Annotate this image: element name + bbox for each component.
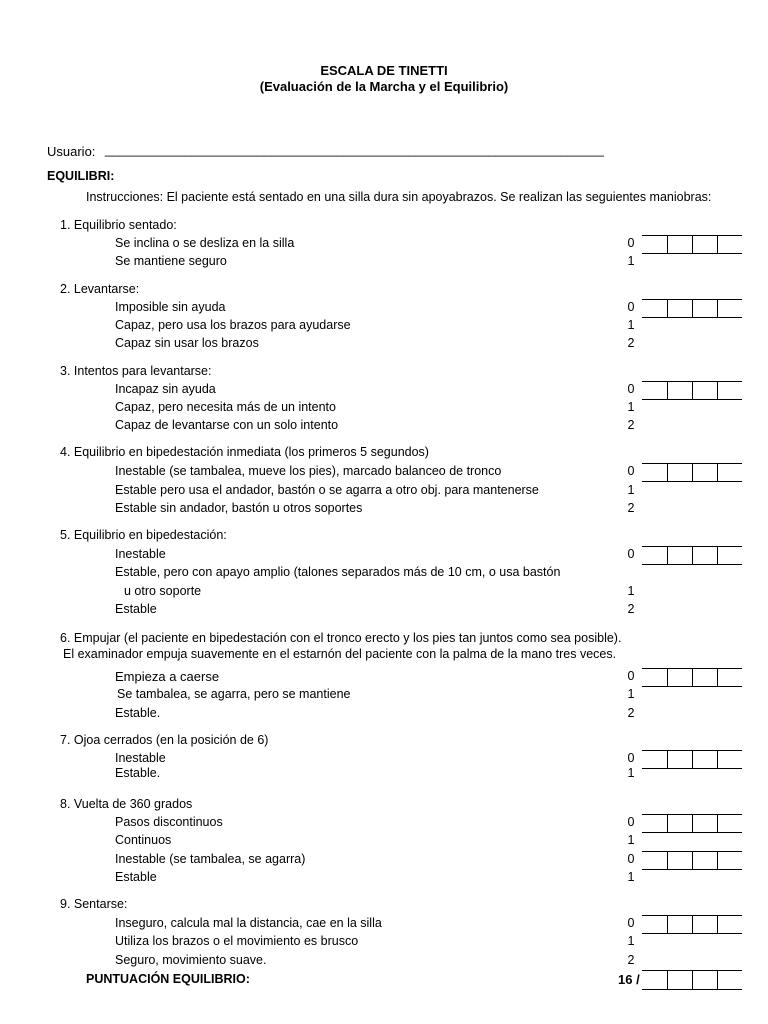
- answer-grid-item-7[interactable]: [642, 750, 742, 769]
- item-6-score: 0: [627, 669, 635, 683]
- item-4-option: Estable sin andador, bastón u otros soportes: [115, 501, 363, 515]
- item-6-score: 2: [627, 706, 635, 720]
- item-9-option: Inseguro, calcula mal la distancia, cae en la silla: [115, 916, 382, 930]
- item-8-score: 0: [627, 815, 635, 829]
- item-7-score: 0: [627, 751, 635, 765]
- section-title: EQUILIBRI:: [47, 169, 115, 183]
- item-9-option: Utiliza los brazos o el movimiento es brusco: [115, 934, 359, 948]
- answer-grid-item-8a[interactable]: [642, 814, 742, 833]
- item-8-option: Inestable (se tambalea, se agarra): [115, 852, 306, 866]
- item-3-option: Capaz de levantarse con un solo intento: [115, 418, 339, 432]
- item-4-option: Estable pero usa el andador, bastón o se agarra a otro obj. para mantenerse: [115, 483, 539, 497]
- total-label: PUNTUACIÓN EQUILIBRIO:: [86, 972, 250, 986]
- item-4-option: Inestable (se tambalea, mueve los pies), marcado balanceo de tronco: [115, 464, 502, 478]
- instructions: Instrucciones: El paciente está sentado en una silla dura sin apoyabrazos. Se realizan las seguientes maniobras:: [86, 190, 712, 204]
- item-8-score: 1: [627, 870, 635, 884]
- item-6-heading: 6. Empujar (el paciente en bipedestación con el tronco erecto y los pies tan juntos como sea posible).: [60, 631, 622, 645]
- item-1-score: 0: [627, 236, 635, 250]
- item-2-option: Capaz sin usar los brazos: [115, 336, 259, 350]
- answer-grid-item-5[interactable]: [642, 546, 742, 565]
- item-2-option: Imposible sin ayuda: [115, 300, 226, 314]
- item-2-score: 0: [627, 300, 635, 314]
- item-1-score: 1: [627, 254, 635, 268]
- item-4-score: 0: [627, 464, 635, 478]
- item-5-option: Estable: [115, 602, 157, 616]
- item-8-option: Pasos discontinuos: [115, 815, 223, 829]
- item-7-heading: 7. Ojoa cerrados (en la posición de 6): [60, 733, 269, 747]
- item-8-heading: 8. Vuelta de 360 grados: [60, 797, 193, 811]
- item-3-option: Capaz, pero necesita más de un intento: [115, 400, 336, 414]
- page-subtitle: (Evaluación de la Marcha y el Equilibrio): [259, 79, 509, 94]
- item-2-score: 2: [627, 336, 635, 350]
- usuario-label: Usuario:: [47, 144, 96, 159]
- item-7-score: 1: [627, 766, 635, 780]
- answer-grid-item-9[interactable]: [642, 915, 742, 934]
- item-9-heading: 9. Sentarse:: [60, 897, 128, 911]
- item-3-heading: 3. Intentos para levantarse:: [60, 364, 212, 378]
- item-7-option: Inestable: [115, 751, 166, 765]
- item-1-option: Se inclina o se desliza en la silla: [115, 236, 295, 250]
- item-6-option: Empieza a caerse: [115, 669, 220, 684]
- item-2-option: Capaz, pero usa los brazos para ayudarse: [115, 318, 351, 332]
- item-6-score: 1: [627, 687, 635, 701]
- item-8-option: Continuos: [115, 833, 172, 847]
- item-9-option: Seguro, movimiento suave.: [115, 953, 267, 967]
- answer-grid-item-4[interactable]: [642, 463, 742, 482]
- total-score-grid[interactable]: [642, 970, 742, 990]
- item-5-option: Inestable: [115, 547, 166, 561]
- answer-grid-item-1[interactable]: [642, 235, 742, 254]
- item-5-heading: 5. Equilibrio en bipedestación:: [60, 528, 227, 542]
- item-3-option: Incapaz sin ayuda: [115, 382, 216, 396]
- item-5-option: Estable, pero con apayo amplio (talones separados más de 10 cm, o usa bastón: [115, 565, 561, 579]
- item-4-score: 1: [627, 483, 635, 497]
- item-5-score: 0: [627, 547, 635, 561]
- item-8-option: Estable: [115, 870, 157, 884]
- usuario-field[interactable]: _____________________________________________________________________: [105, 142, 604, 157]
- item-2-heading: 2. Levantarse:: [60, 282, 140, 296]
- item-6-option: Se tambalea, se agarra, pero se mantiene: [117, 687, 351, 701]
- item-6-heading-cont: El examinador empuja suavemente en el estarnón del paciente con la palma de la mano tres veces.: [63, 647, 617, 661]
- item-6-option: Estable.: [115, 706, 161, 720]
- total-score: 16 /: [618, 972, 640, 987]
- item-2-score: 1: [627, 318, 635, 332]
- answer-grid-item-3[interactable]: [642, 381, 742, 400]
- item-5-score: 1: [627, 584, 635, 598]
- item-3-score: 1: [627, 400, 635, 414]
- item-1-option: Se mantiene seguro: [115, 254, 227, 268]
- answer-grid-item-8b[interactable]: [642, 851, 742, 870]
- answer-grid-item-6[interactable]: [642, 668, 742, 687]
- answer-grid-item-2[interactable]: [642, 299, 742, 318]
- item-3-score: 0: [627, 382, 635, 396]
- item-5-option: u otro soporte: [124, 584, 202, 598]
- item-8-score: 0: [627, 852, 635, 866]
- item-3-score: 2: [627, 418, 635, 432]
- item-1-heading: 1. Equilibrio sentado:: [60, 218, 177, 232]
- item-5-score: 2: [627, 602, 635, 616]
- item-9-score: 1: [627, 934, 635, 948]
- page-title: ESCALA DE TINETTI: [320, 63, 448, 78]
- item-4-score: 2: [627, 501, 635, 515]
- item-9-score: 0: [627, 916, 635, 930]
- item-8-score: 1: [627, 833, 635, 847]
- item-4-heading: 4. Equilibrio en bipedestación inmediata (los primeros 5 segundos): [60, 445, 429, 459]
- item-9-score: 2: [627, 953, 635, 967]
- item-7-option: Estable.: [115, 766, 161, 780]
